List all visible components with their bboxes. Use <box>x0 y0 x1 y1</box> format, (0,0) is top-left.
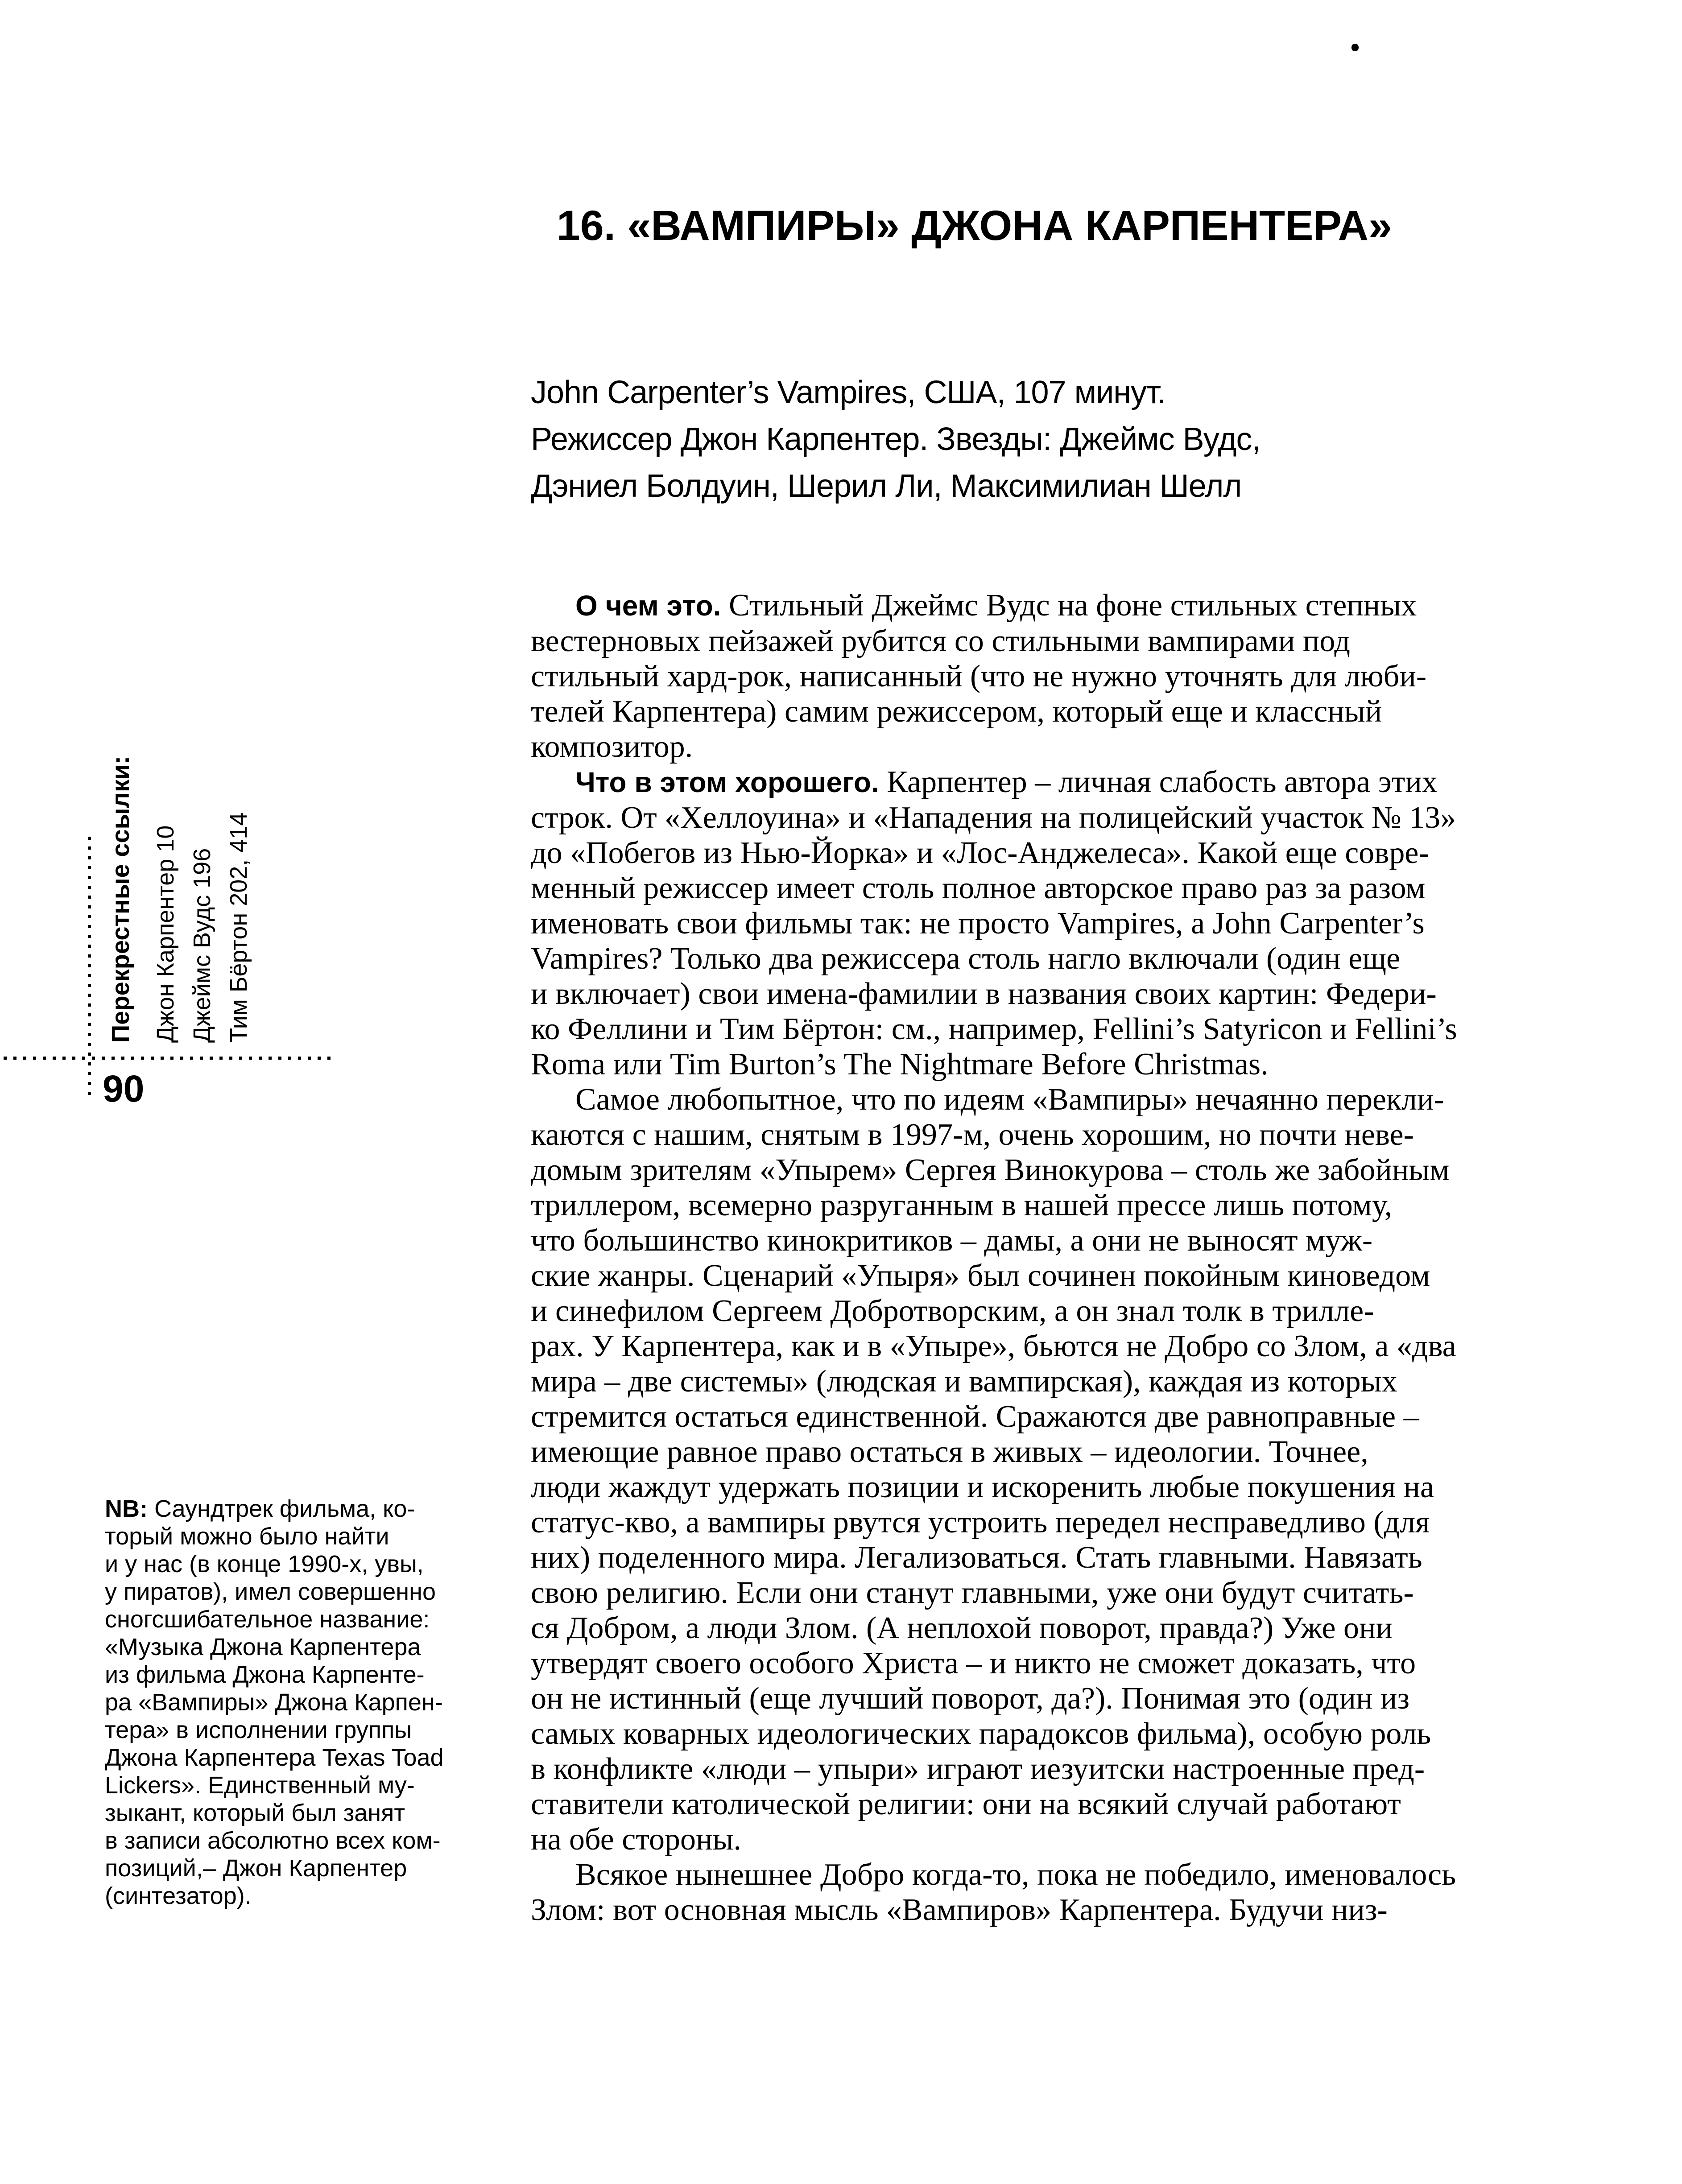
note-line: сногсшибательное название: <box>105 1606 430 1633</box>
body-paragraph <box>531 1857 1628 1928</box>
horizontal-dotted-divider <box>4 1057 335 1060</box>
cross-reference-item: Джон Карпентер 10 <box>152 825 179 1043</box>
note-line: Lickers». Единственный му- <box>105 1772 415 1799</box>
note-line: NB: Саундтрек фильма, ко- <box>105 1495 415 1522</box>
body-line: домым зрителям «Упырем» Сергея Винокурова – столь же забойным <box>531 1153 1450 1187</box>
body-line: и синефилом Сергеем Добротворским, а он знал толк в трилле- <box>531 1294 1374 1328</box>
body-lead: О чем это. <box>575 590 721 622</box>
cross-references-heading: Перекрестные ссылки: <box>106 756 134 1043</box>
body-line: О чем это. Стильный Джеймс Вудс на фоне стильных степных <box>575 588 1417 623</box>
body-line: стильный хард-рок, написанный (что не нужно уточнять для люби- <box>531 659 1427 694</box>
body-line: Злом: вот основная мысль «Вампиров» Карпентера. Будучи низ- <box>531 1893 1388 1927</box>
note-line: ра «Вампиры» Джона Карпен- <box>105 1689 443 1716</box>
nb-sidebar-note <box>105 1495 520 1910</box>
body-line: Vampires? Только два режиссера столь нагло включали (один еще <box>531 941 1401 976</box>
body-line: строк. От «Хеллоуина» и «Нападения на полицейский участок № 13» <box>531 801 1456 835</box>
body-line: Roma или Tim Burton’s The Nightmare Before Christmas. <box>531 1047 1269 1082</box>
body-line: стремится остаться единственной. Сражаются две равноправные – <box>531 1400 1419 1434</box>
note-line: у пиратов), имел совершенно <box>105 1578 436 1605</box>
body-line: ко Феллини и Тим Бёртон: см., например, Fellini’s Satyricon и Fellini’s <box>531 1012 1457 1046</box>
note-line: торый можно было найти <box>105 1523 389 1550</box>
body-line: триллером, всемерно разруганным в нашей прессе лишь потому, <box>531 1188 1393 1222</box>
cross-reference-item: Тим Бёртон 202, 414 <box>225 812 252 1043</box>
body-line: Всякое нынешнее Добро когда-то, пока не победило, именовалось <box>575 1858 1456 1892</box>
body-line: люди жаждут удержать позиции и искоренить любые покушения на <box>531 1470 1434 1504</box>
body-line: мира – две системы» (людская и вампирская), каждая из которых <box>531 1364 1397 1399</box>
body-line: и включает) свои имена-фамилии в названия своих картин: Федери- <box>531 977 1437 1011</box>
note-line: из фильма Джона Карпенте- <box>105 1661 425 1688</box>
body-paragraph <box>531 1082 1628 1857</box>
body-line: самых коварных идеологических парадоксов фильма), особую роль <box>531 1717 1431 1751</box>
vertical-dotted-divider <box>88 837 91 1102</box>
cross-reference-item: Джеймс Вудс 196 <box>189 848 215 1043</box>
cross-references <box>106 677 257 1043</box>
body-line: что большинство кинокритиков – дамы, а они не выносят муж- <box>531 1223 1373 1258</box>
body-line: рах. У Карпентера, как и в «Упыре», бьются не Добро со Злом, а «два <box>531 1329 1456 1363</box>
body-line: ставители католической религии: они на всякий случай работают <box>531 1787 1401 1821</box>
body-line: до «Побегов из Нью-Йорка» и «Лос-Анджелеса». Какой еще совре- <box>531 836 1429 870</box>
article-body <box>531 588 1628 1928</box>
body-line: телей Карпентера) самим режиссером, который еще и классный <box>531 694 1382 729</box>
ink-speck <box>1351 44 1359 51</box>
credits-line: Дэниел Болдуин, Шерил Ли, Максимилиан Шелл <box>531 468 1242 504</box>
body-line: менный режиссер имеет столь полное авторское право раз за разом <box>531 871 1426 905</box>
note-line: «Музыка Джона Карпентера <box>105 1634 421 1660</box>
note-lead: NB: <box>105 1495 148 1522</box>
body-paragraph <box>531 588 1628 764</box>
body-line: на обе стороны. <box>531 1822 742 1857</box>
note-line: зыкант, который был занят <box>105 1800 405 1826</box>
body-line: свою религию. Если они станут главными, уже они будут считать- <box>531 1576 1414 1610</box>
body-line: ся Добром, а люди Злом. (А неплохой поворот, правда?) Уже они <box>531 1611 1393 1645</box>
body-line: Самое любопытное, что по идеям «Вампиры» нечаянно перекли- <box>575 1082 1444 1117</box>
body-line: них) поделенного мира. Легализоваться. Стать главными. Навязать <box>531 1540 1422 1575</box>
body-line: каются с нашим, снятым в 1997-м, очень хорошим, но почти неве- <box>531 1118 1414 1152</box>
page-title: 16. «ВАМПИРЫ» ДЖОНА КАРПЕНТЕРА» <box>557 202 1392 249</box>
credits-line: John Carpenter’s Vampires, США, 107 минут. <box>531 375 1166 410</box>
film-credits <box>531 369 1260 510</box>
note-line: и у нас (в конце 1990-х, увы, <box>105 1551 424 1577</box>
body-lead: Что в этом хорошего. <box>575 766 879 798</box>
note-line: в записи абсолютно всех ком- <box>105 1827 441 1854</box>
page-number: 90 <box>103 1068 145 1110</box>
body-line: имеющие равное право остаться в живых – идеологии. Точнее, <box>531 1435 1368 1469</box>
body-line: именовать свои фильмы так: не просто Vampires, а John Carpenter’s <box>531 906 1425 941</box>
body-line: он не истинный (еще лучший поворот, да?). Понимая это (один из <box>531 1681 1410 1716</box>
credits-line: Режиссер Джон Карпентер. Звезды: Джеймс Вудс, <box>531 421 1260 457</box>
body-line: композитор. <box>531 730 693 764</box>
body-line: вестерновых пейзажей рубится со стильными вампирами под <box>531 624 1350 658</box>
body-line: утвердят своего особого Христа – и никто не сможет доказать, что <box>531 1646 1416 1680</box>
cross-references-list <box>147 677 257 1043</box>
body-line: статус-кво, а вампиры рвутся устроить передел несправедливо (для <box>531 1505 1430 1540</box>
body-paragraph <box>531 764 1628 1082</box>
note-line: (синтезатор). <box>105 1883 252 1909</box>
note-line: тера» в исполнении группы <box>105 1717 412 1743</box>
note-line: Джона Карпентера Texas Toad <box>105 1744 444 1771</box>
body-line: ские жанры. Сценарий «Упыря» был сочинен покойным киноведом <box>531 1259 1430 1293</box>
body-line: Что в этом хорошего. Карпентер – личная слабость автора этих <box>575 765 1438 799</box>
body-line: в конфликте «люди – упыри» играют иезуитски настроенные пред- <box>531 1752 1425 1786</box>
note-line: позиций,– Джон Карпентер <box>105 1855 407 1882</box>
